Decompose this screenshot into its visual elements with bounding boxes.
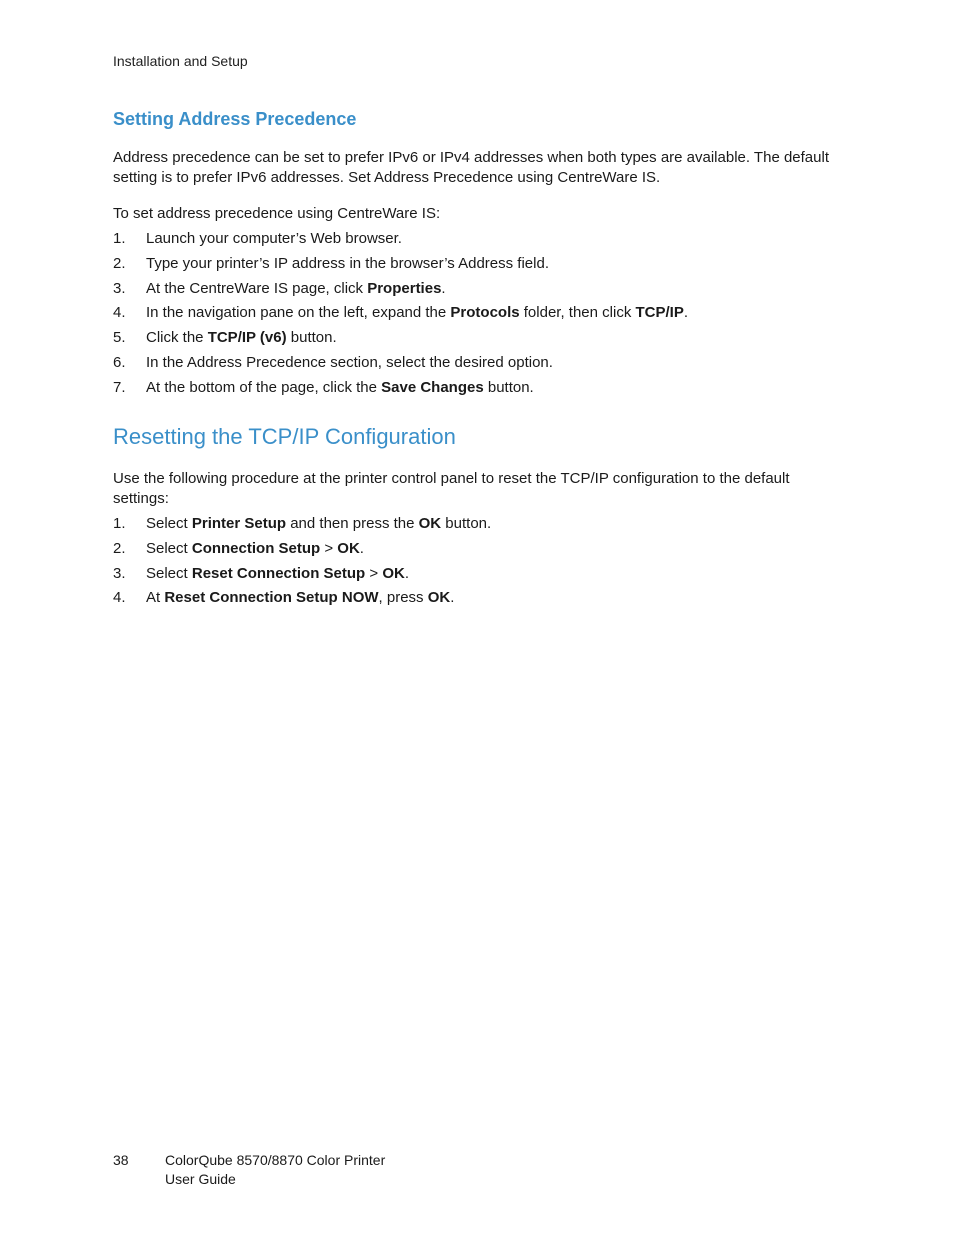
step-emphasis: Connection Setup [191,539,321,557]
footer-guide-line: User Guide [165,1171,236,1187]
step-emphasis: Reset Connection Setup [191,564,366,582]
step-item [113,514,833,539]
step-number: 5. [113,329,126,347]
address-precedence-steps [113,229,833,403]
step-text: In the Address Precedence section, select the desired option. [146,353,553,371]
step-text: button. [483,378,534,396]
step-text: Select [146,564,192,582]
section-heading-address-precedence: Setting Address Precedence [113,109,357,129]
step-emphasis: OK [337,539,360,557]
step-text: button. [286,329,337,347]
address-precedence-lead: To set address precedence using CentreWare IS: [113,205,441,222]
step-text: > [365,564,383,582]
step-text: At [146,589,165,607]
step-text: Select [146,515,192,532]
section-heading-reset-tcpip: Resetting the TCP/IP Configuration [113,424,456,449]
step-emphasis: Properties [367,279,442,297]
step-text: Type your printer’s IP address in the browser’s Address field. [146,254,549,272]
step-text: . [683,304,689,322]
step-item [113,564,833,589]
step-item [113,303,833,328]
step-item [113,328,833,353]
step-item [113,539,833,564]
step-text: Select [146,539,192,557]
step-number: 2. [113,539,126,557]
step-text: . [450,589,455,607]
running-header: Installation and Setup [113,53,248,69]
step-number: 3. [113,564,126,582]
step-emphasis: Protocols [450,304,520,322]
step-text: . [359,539,364,557]
page-number: 38 [113,1152,129,1168]
step-emphasis: TCP/IP (v6) [207,329,287,347]
step-emphasis: Printer Setup [191,515,287,532]
step-text: and then press the [286,515,419,532]
step-text: . [441,279,446,297]
step-text: Launch your computer’s Web browser. [146,230,402,247]
address-precedence-intro: Address precedence can be set to prefer IPv6 or IPv4 addresses when both types are available. The default setting is to prefer IPv6 addresses. Set Address Precedence using CentreWare IS. [113,149,829,186]
step-number: 6. [113,353,126,371]
step-emphasis: OK [418,515,442,532]
step-text: In the navigation pane on the left, expand the [146,304,451,322]
footer-product-line: ColorQube 8570/8870 Color Printer [165,1152,386,1168]
step-number: 4. [113,589,126,607]
step-emphasis: Save Changes [381,378,484,396]
step-emphasis: OK [382,564,405,582]
step-number: 1. [113,230,126,247]
step-text: > [320,539,338,557]
footer-product-title [165,1151,385,1189]
step-text: . [404,564,409,582]
step-text: At the bottom of the page, click the [146,378,382,396]
step-number: 3. [113,279,126,297]
step-item [113,279,833,304]
step-number: 2. [113,254,126,272]
step-item [113,588,833,613]
step-emphasis: OK [427,589,451,607]
step-item [113,254,833,279]
step-text: At the CentreWare IS page, click [146,279,368,297]
reset-tcpip-steps [113,514,833,613]
step-emphasis: TCP/IP [635,304,684,322]
step-number: 1. [113,515,126,532]
reset-tcpip-intro: Use the following procedure at the printer control panel to reset the TCP/IP configuration to the default settings: [113,470,790,507]
step-item [113,378,833,403]
step-emphasis: Reset Connection Setup NOW [164,589,379,607]
step-text: button. [441,515,492,532]
step-number: 4. [113,304,126,322]
step-text: folder, then click [519,304,636,322]
step-item [113,353,833,378]
step-text: Click the [146,329,208,347]
step-number: 7. [113,378,126,396]
step-text: , press [378,589,428,607]
step-item [113,229,833,254]
